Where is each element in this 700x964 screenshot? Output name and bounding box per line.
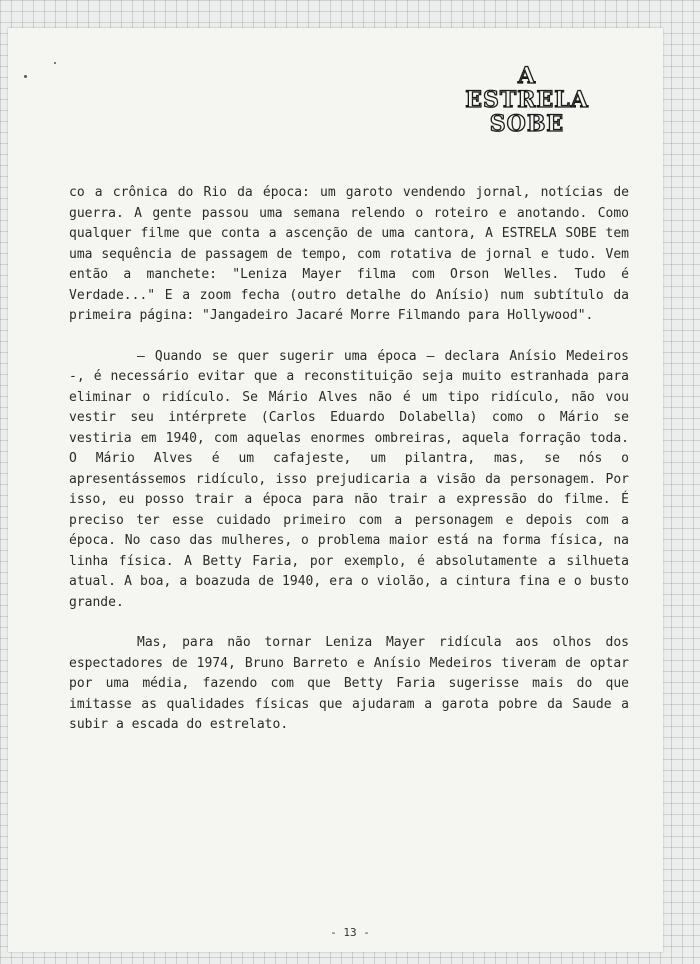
logo-line-2: ESTRELA bbox=[465, 87, 589, 113]
paragraph-2 bbox=[69, 347, 629, 614]
paragraph-2-text: — Quando se quer sugerir uma época — declara Anísio Medeiros -, é necessário evitar que a reconstituição seja muito estranhada para eliminar o ridículo. Se Mário Alves não é um tipo ridículo, não vou vestir seu intérprete (Carlos Eduardo Dolabella) como o Mário se vestiria em 1940, com aquelas enormes ombreiras, aquela forração toda. O Mário Alves é um cafajeste, um pilantra, mas, se nós o apresentássemos ridículo, isso prejudicaria a visão da personagem. Por isso, eu posso trair a época para não trair a expressão do filme. É preciso ter esse cuidado primeiro com a personagem e depois com a época. No caso das mulheres, o problema maior está na forma física, na linha física. A Betty Faria, por exemplo, é absolutamente a silhueta atual. A boa, a boazuda de 1940, era o violão, a cintura fina e o busto grande. bbox=[69, 348, 629, 610]
logo-line-1: A bbox=[517, 63, 537, 89]
paper-speck bbox=[54, 62, 56, 64]
paragraph-1: co a crônica do Rio da época: um garoto vendendo jornal, notícias de guerra. A gente passou uma semana relendo o roteiro e anotando. Como qualquer filme que conta a ascenção de uma cantora, A ESTRELA SOBE tem uma sequência de passagem de tempo, com rotativa de jornal e tudo. Vem então a manchete: "Leniza Mayer filma com Orson Welles. Tudo é Verdade..." E a zoom fecha (outro detalhe do Anísio) num subtítulo da primeira página: "Jangadeiro Jacaré Morre Filmando para Hollywood". bbox=[69, 185, 629, 323]
paper-speck bbox=[24, 75, 27, 78]
logo-line-3: SOBE bbox=[489, 111, 565, 137]
page-number: - 13 - bbox=[330, 926, 370, 939]
paragraph-3-text: Mas, para não tornar Leniza Mayer ridícula aos olhos dos espectadores de 1974, Bruno Barreto e Anísio Medeiros tiveram de optar por uma média, fazendo com que Betty Faria sugerisse mais do que imitasse as qualidades físicas que ajudaram a garota pobre da Saude a subir a escada do estrelato. bbox=[69, 635, 629, 732]
paragraph-3 bbox=[69, 633, 629, 736]
title-logo bbox=[462, 64, 592, 136]
article-body bbox=[69, 183, 629, 736]
